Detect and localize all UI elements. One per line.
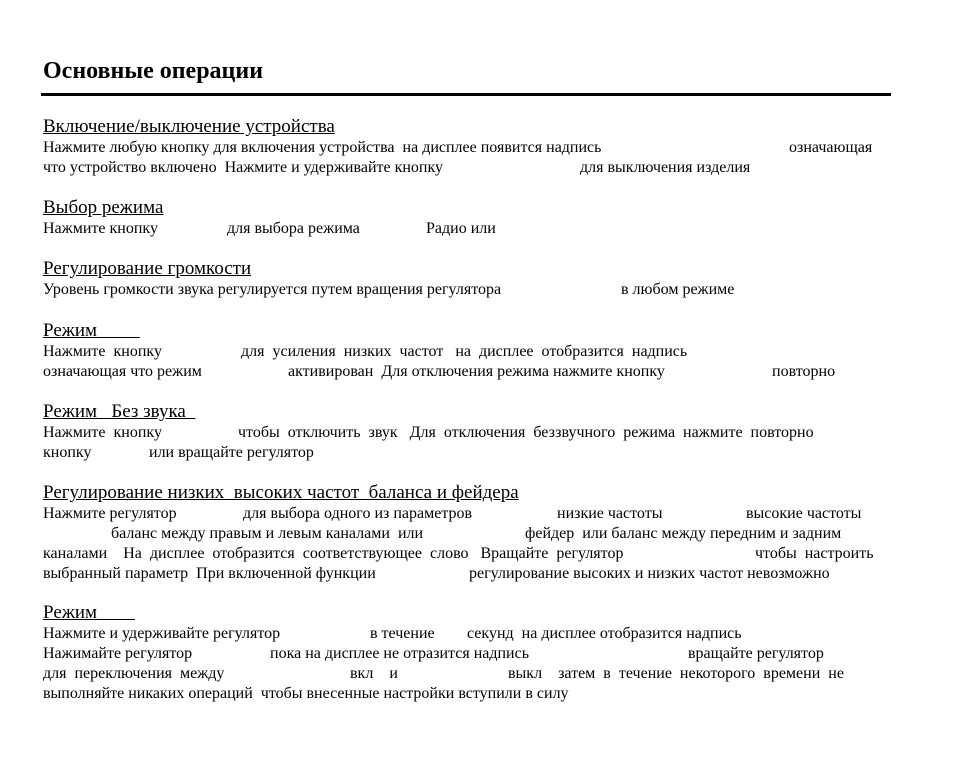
text-line (43, 138, 890, 158)
text-fragment: для выключения изделия (580, 159, 751, 176)
text-fragment: для переключения между (43, 665, 225, 682)
text-fragment: секунд на дисплее отобразится надпись (467, 625, 742, 642)
text-fragment: выбранный параметр При включенной функции (43, 565, 376, 582)
text-fragment: Нажмите кнопку (43, 424, 162, 441)
text-fragment: Нажмите и удерживайте регулятор (43, 625, 281, 642)
text-fragment: Нажмите любую кнопку для включения устройства на дисплее появится надпись (43, 139, 602, 156)
section-settings-mode (43, 602, 890, 704)
text-line (43, 564, 890, 584)
text-line (43, 280, 890, 300)
text-line (43, 684, 890, 704)
section-heading: Выбор режима (43, 197, 164, 218)
text-line (43, 423, 890, 443)
section-heading: Регулирование низких высоких частот баланса и фейдера (43, 482, 519, 503)
text-fragment: Уровень громкости звука регулируется путем вращения регулятора (43, 281, 502, 298)
section-heading: Режим Без звука (43, 401, 196, 422)
section-mute (43, 401, 890, 463)
text-fragment: фейдер или баланс между передним и задним (525, 525, 842, 542)
text-fragment: в течение (370, 625, 435, 642)
text-fragment: означающая что режим (43, 363, 202, 380)
text-fragment: чтобы настроить (755, 545, 874, 562)
text-line (43, 664, 890, 684)
section-heading: Регулирование громкости (43, 258, 252, 279)
section-heading: Режим (43, 602, 136, 623)
text-fragment: Нажмите регулятор (43, 505, 177, 522)
text-fragment: выкл затем в течение некоторого времени не (508, 665, 844, 682)
section-volume (43, 258, 890, 300)
text-fragment: кнопку (43, 444, 92, 461)
text-fragment: активирован Для отключения режима нажмите кнопку (288, 363, 665, 380)
text-fragment: для выбора одного из параметров (243, 505, 473, 522)
text-line (43, 524, 890, 544)
text-fragment: в любом режиме (621, 281, 735, 298)
title-divider (41, 93, 891, 96)
section-tone-balance (43, 482, 890, 584)
text-fragment: Нажмите кнопку (43, 220, 158, 237)
section-heading: Включение/выключение устройства (43, 116, 335, 137)
text-fragment: баланс между правым и левым каналами или (111, 525, 424, 542)
section-power (43, 116, 890, 178)
text-line (43, 219, 890, 239)
text-fragment: Радио или (426, 220, 496, 237)
text-fragment: низкие частоты (557, 505, 663, 522)
text-line (43, 443, 890, 463)
text-fragment: вращайте регулятор (688, 645, 824, 662)
text-line (43, 342, 890, 362)
text-fragment: каналами На дисплее отобразится соответствующее слово Вращайте регулятор (43, 545, 624, 562)
text-line (43, 504, 890, 524)
page-title: Основные операции (43, 58, 264, 84)
text-line (43, 362, 890, 382)
text-fragment: или вращайте регулятор (149, 444, 314, 461)
text-fragment: регулирование высоких и низких частот невозможно (469, 565, 830, 582)
text-fragment: Нажимайте регулятор (43, 645, 193, 662)
text-fragment: что устройство включено Нажмите и удерживайте кнопку (43, 159, 444, 176)
text-line (43, 624, 890, 644)
text-line (43, 644, 890, 664)
text-fragment: для усиления низких частот на дисплее отобразится надпись (241, 343, 688, 360)
text-fragment: означающая (789, 139, 873, 156)
text-fragment: для выбора режима (227, 220, 360, 237)
text-line (43, 158, 890, 178)
section-mode-select (43, 197, 890, 239)
text-fragment: повторно (772, 363, 836, 380)
text-fragment: высокие частоты (746, 505, 862, 522)
text-fragment: чтобы отключить звук Для отключения беззвучного режима нажмите повторно (238, 424, 814, 441)
section-bass-mode (43, 320, 890, 382)
text-fragment: Нажмите кнопку (43, 343, 162, 360)
text-line (43, 544, 890, 564)
section-heading: Режим (43, 320, 140, 341)
text-fragment: пока на дисплее не отразится надпись (270, 645, 530, 662)
text-fragment: вкл и (350, 665, 398, 682)
text-fragment: выполняйте никаких операций чтобы внесенные настройки вступили в силу (43, 685, 569, 702)
